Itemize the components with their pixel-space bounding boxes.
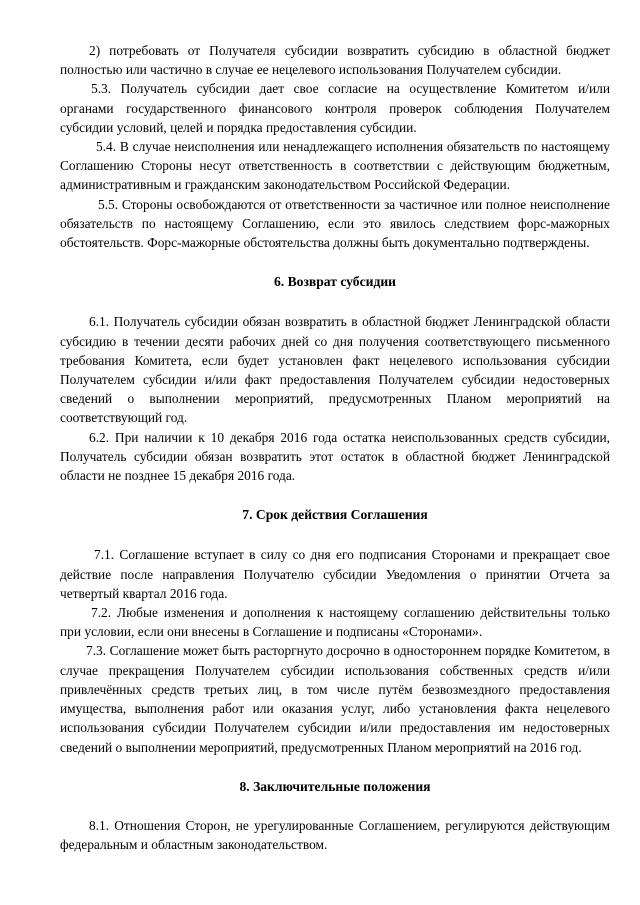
paragraph-6-1: 6.1. Получатель субсидии обязан возвратить в областной бюджет Ленинградской области субсидию в течении десяти рабочих дней со дня получения соответствующего письменного требования Комитета, если будет установлен факт нецелевого использования субсидии Получателем субсидии и/или факт предоставления Получателем субсидии недостоверных сведений о выполнении мероприятий, предусмотренных Планом мероприятий на соответствующий год. <box>60 314 610 426</box>
paragraph-5-3: 5.3. Получатель субсидии дает свое согласие на осуществление Комитетом и/или органами государственного финансового контроля проверок соблюдения Получателем субсидии условий, целей и порядка предоставления субсидии. <box>60 81 610 135</box>
section-heading-6: 6. Возврат субсидии <box>273 274 397 290</box>
document-page <box>60 41 610 854</box>
paragraph-6-2: 6.2. При наличии к 10 декабря 2016 года остатка неиспользованных средств субсидии, Получатель субсидии обязан возвратить этот остаток в областной бюджет Ленинградской области не позднее 15 декабря 2016 года. <box>60 429 610 484</box>
paragraph-7-2: 7.2. Любые изменения и дополнения к настоящему соглашению действительны только при условии, если они внесены в Соглашение и подписаны «Сторонами». <box>60 605 610 640</box>
section-heading-7: 7. Срок действия Соглашения <box>242 507 428 523</box>
paragraph-7-3: 7.3. Соглашение может быть расторгнуто досрочно в одностороннем порядке Комитетом, в случае прекращения Получателем субсидии использования собственных средств и/или привлечённых средств третьих лиц, в том числе путём безвозмездного предоставления имущества, выполнения работ или оказания услуг, либо установления факта нецелевого использования субсидии Получателем субсидии и/или предоставления им недостоверных сведений о выполнении мероприятий, предусмотренных Планом мероприятий на 2016 год. <box>60 643 610 755</box>
paragraph-5-5: 5.5. Стороны освобождаются от ответственности за частичное или полное неисполнение обязательств по настоящему Соглашению, если это явилось следствием форс-мажорных обстоятельств. Форс-мажорные обстоятельства должны быть документально подтверждены. <box>60 196 610 251</box>
paragraph-5-4: 5.4. В случае неисполнения или ненадлежащего исполнения обязательств по настоящему Соглашению Стороны несут ответственность в соответствии с действующим бюджетным, административным и гражданским законодательством Российской Федерации. <box>60 139 610 193</box>
paragraph-8-1: 8.1. Отношения Сторон, не урегулированные Соглашением, регулируются действующим федеральным и областным законодательством. <box>60 817 610 853</box>
section-heading-8: 8. Заключительные положения <box>239 778 431 794</box>
paragraph-7-1: 7.1. Соглашение вступает в силу со дня его подписания Сторонами и прекращает свое действие после направления Получателю субсидии Уведомления о принятии Отчета за четвертый квартал 2016 года. <box>60 547 610 601</box>
paragraph-5-2-item-2: 2) потребовать от Получателя субсидии возвратить субсидию в областной бюджет полностью или частично в случае ее нецелевого использования Получателем субсидии. <box>60 43 610 78</box>
